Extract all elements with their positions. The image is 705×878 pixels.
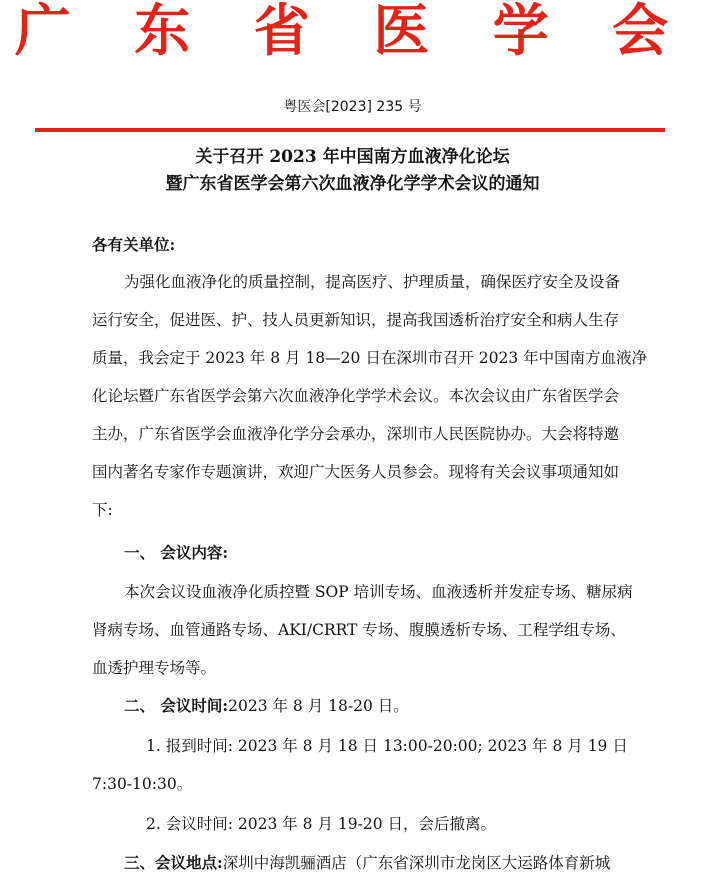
notice-title-line1: 关于召开 2023 年中国南方血液净化论坛 <box>195 147 510 167</box>
section1-line: 肾病专场、血管通路专场、AKI/CRRT 专场、腹膜透析专场、工程学组专场、 <box>92 621 626 639</box>
section2-item1-line1: 1. 报到时间: 2023 年 8 月 18 日 13:00-20:00; 2023 年 8 月 19 日 <box>146 737 628 755</box>
red-divider-line <box>35 128 665 132</box>
section2-value: 2023 年 8 月 18-20 日。 <box>228 697 409 715</box>
section2-item1-line2: 7:30-10:30。 <box>92 775 193 793</box>
document-number: 粤医会[2023] 235 号 <box>283 99 422 115</box>
intro-line: 国内著名专家作专题演讲，欢迎广大医务人员参会。现将有关会议事项通知如 <box>92 463 620 481</box>
section3-heading: 三、会议地点: <box>124 853 223 872</box>
intro-line: 下: <box>92 501 113 519</box>
section2-row <box>124 696 409 716</box>
intro-line: 为强化血液净化的质量控制，提高医疗、护理质量，确保医疗安全及设备 <box>124 273 621 291</box>
section3-value: 深圳中海凯骊酒店（广东省深圳市龙岗区大运路体育新城 <box>222 854 611 872</box>
section2-item2: 2. 会议时间: 2023 年 8 月 19-20 日，会后撤离。 <box>146 815 496 833</box>
section2-heading: 二、 会议时间: <box>124 696 229 715</box>
section3-row <box>124 853 610 873</box>
section1-heading: 一、 会议内容: <box>124 543 229 562</box>
notice-title-line2: 暨广东省医学会第六次血液净化学学术会议的通知 <box>165 174 540 194</box>
org-title: 广 东 省 医 学 会 <box>14 0 691 64</box>
section1-line: 本次会议设血液净化质控暨 SOP 培训专场、血液透析并发症专场、糖尿病 <box>124 583 633 601</box>
intro-line: 化论坛暨广东省医学会第六次血液净化学学术会议。本次会议由广东省医学会 <box>92 387 620 405</box>
intro-line: 质量，我会定于 2023 年 8 月 18—20 日在深圳市召开 2023 年中国南方血液净 <box>92 349 648 367</box>
section1-line: 血透护理专场等。 <box>92 659 217 677</box>
salutation: 各有关单位: <box>92 235 176 254</box>
intro-line: 运行安全，促进医、护、技人员更新知识，提高我国透析治疗安全和病人生存 <box>92 311 620 329</box>
intro-line: 主办，广东省医学会血液净化学分会承办，深圳市人民医院协办。大会将特邀 <box>92 425 620 443</box>
